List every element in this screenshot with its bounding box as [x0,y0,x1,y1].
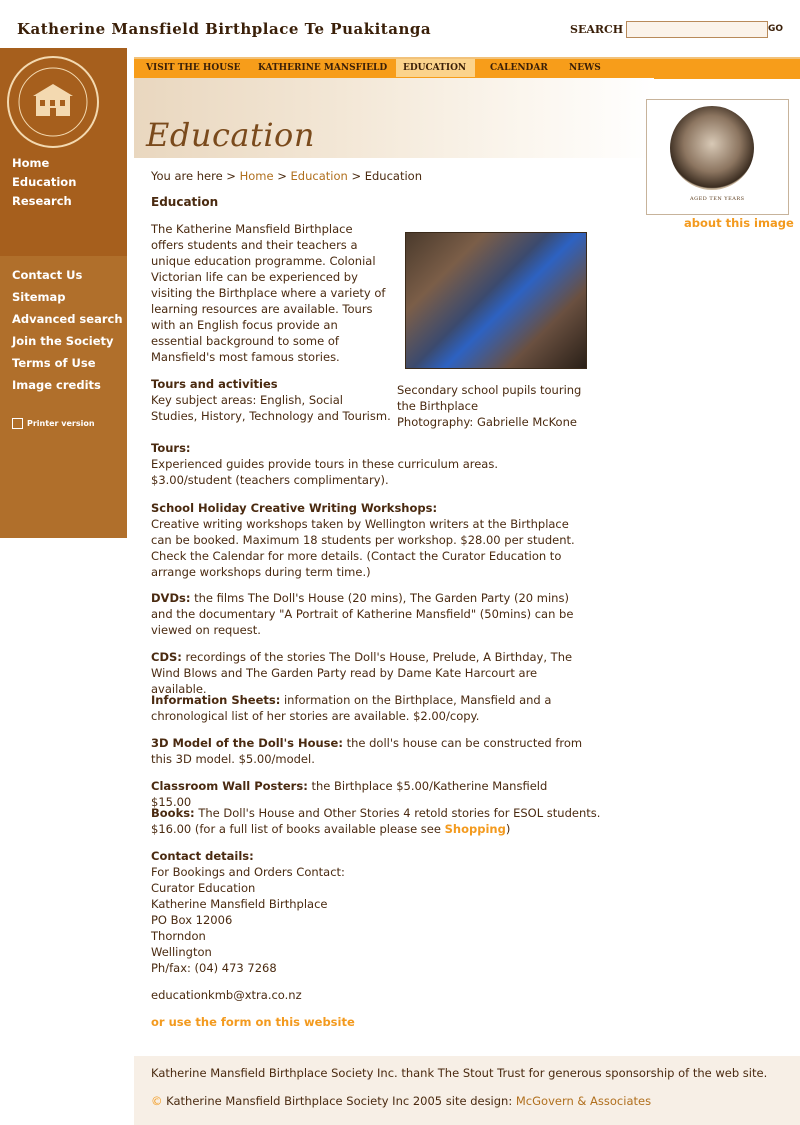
contact-line: PO Box 12006 [151,913,233,927]
posters-title: Classroom Wall Posters: [151,779,308,793]
tab-calendar[interactable]: CALENDAR [490,63,548,73]
cds-text: recordings of the stories The Doll's House, Prelude, A Birthday, The Wind Blows and The Garden Party read by Dame Kate Harcourt are available. [151,650,573,696]
workshops-title: School Holiday Creative Writing Workshops: [151,501,438,515]
printer-version-link[interactable] [12,418,95,429]
banner-title: Education [146,116,315,154]
sidebar-item-advanced-search[interactable]: Advanced search [12,312,123,326]
books-title: Books: [151,806,195,820]
books-section [151,805,601,837]
copyright-text: Katherine Mansfield Birthplace Society Inc 2005 site design: [166,1094,513,1108]
breadcrumb-sep: > [277,169,287,183]
footer-copyright [151,1094,651,1108]
breadcrumb [151,169,422,183]
cds-section [151,649,591,697]
tours-activities-text: Key subject areas: English, Social Studies, History, Technology and Tourism. [151,393,391,423]
sidebar-item-sitemap[interactable]: Sitemap [12,290,66,304]
footer-sponsorship: Katherine Mansfield Birthplace Society Inc. thank The Stout Trust for generous sponsorship of the web site. [151,1066,768,1080]
contact-section [151,848,591,976]
contact-title: Contact details: [151,849,254,863]
portrait-caption: AGED TEN YEARS [690,196,745,202]
tab-education[interactable]: EDUCATION [403,63,467,73]
info-sheets-text: information on the Birthplace, Mansfield and a chronological list of her stories are available. $2.00/copy. [151,693,552,723]
school-pupils-photo [405,232,587,369]
site-design-link[interactable]: McGovern & Associates [515,1094,652,1108]
cds-title: CDS: [151,650,182,664]
breadcrumb-education[interactable]: Education [290,169,348,183]
search-input[interactable] [626,21,768,38]
birthplace-logo[interactable] [7,56,99,148]
intro-text: The Katherine Mansfield Birthplace offers students and their teachers a unique education programme. Colonial Victorian life can be experienced by visiting the Birthplace where a variety of learning resources are available. Tours with an English focus provide an essential background to some of Mansfield's most famous stories. [151,222,386,364]
printer-label: Printer version [27,419,95,428]
sidebar-item-terms[interactable]: Terms of Use [12,356,96,370]
tours-activities-section [151,376,391,424]
page-title: Education [151,195,219,209]
contact-line: Katherine Mansfield Birthplace [151,897,328,911]
sidebar-item-image-credits[interactable]: Image credits [12,378,101,392]
posters-text: the Birthplace $5.00/Katherine Mansfield $15.00 [151,779,548,809]
tours-section [151,440,591,488]
dvds-title: DVDs: [151,591,191,605]
tours-text-1: Experienced guides provide tours in these curriculum areas. [151,457,498,471]
info-sheets-section [151,692,591,724]
tours-text-2: $3.00/student (teachers complimentary). [151,473,389,487]
model-text: the doll's house can be constructed from this 3D model. $5.00/model. [151,736,583,766]
tab-news[interactable]: NEWS [569,63,601,73]
shopping-link[interactable]: Shopping [444,822,506,836]
workshops-section [151,500,591,580]
contact-line: Curator Education [151,881,256,895]
sidebar-item-home[interactable]: Home [12,156,50,170]
model-title: 3D Model of the Doll's House: [151,736,343,750]
dvds-section [151,590,591,638]
contact-line: Ph/fax: (04) 473 7268 [151,961,277,975]
contact-line: Wellington [151,945,212,959]
site-title: Katherine Mansfield Birthplace Te Puakitanga [17,20,432,38]
workshops-text: Creative writing workshops taken by Wellington writers at the Birthplace can be booked. Maximum 18 students per workshop. $28.00 per student. Check the Calendar for more details. (Contact the Curator Education to arrange workshops during term time.) [151,517,575,579]
model-section [151,735,591,767]
house-icon [9,58,97,146]
copyright-symbol: © [151,1094,163,1108]
contact-line: Thorndon [151,929,206,943]
breadcrumb-prefix: You are here > [151,169,236,183]
printer-icon [12,418,23,429]
tours-activities-title: Tours and activities [151,377,278,391]
photo-credit: Photography: Gabrielle McKone [397,415,577,429]
tab-visit-the-house[interactable]: VISIT THE HOUSE [146,63,241,73]
photo-caption-text: Secondary school pupils touring the Birthplace [397,383,582,413]
breadcrumb-home[interactable]: Home [239,169,274,183]
sidebar-item-join[interactable]: Join the Society [12,334,114,348]
dvds-text: the films The Doll's House (20 mins), The Garden Party (20 mins) and the documentary "A Portrait of Katherine Mansfield" (50mins) can be viewed on request. [151,591,574,637]
sidebar-item-education[interactable]: Education [12,175,77,189]
portrait-image[interactable] [670,106,754,190]
breadcrumb-sep: > [351,169,362,183]
tours-title: Tours: [151,441,191,455]
tab-katherine-mansfield[interactable]: KATHERINE MANSFIELD [258,63,388,73]
breadcrumb-current: Education [364,169,422,183]
books-text: The Doll's House and Other Stories 4 retold stories for ESOL students. $16.00 (for a full list of books available please see [151,806,601,836]
contact-line: For Bookings and Orders Contact: [151,865,345,879]
photo-caption [397,382,597,430]
sidebar-item-research[interactable]: Research [12,194,72,208]
info-sheets-title: Information Sheets: [151,693,281,707]
books-close: ) [505,822,511,836]
sidebar-item-contact[interactable]: Contact Us [12,268,83,282]
go-button[interactable]: GO [768,24,784,34]
contact-form-link[interactable]: or use the form on this website [151,1015,355,1029]
about-this-image-link[interactable]: about this image [684,216,794,230]
email-address: educationkmb@xtra.co.nz [151,988,302,1002]
search-label: SEARCH [570,23,624,36]
